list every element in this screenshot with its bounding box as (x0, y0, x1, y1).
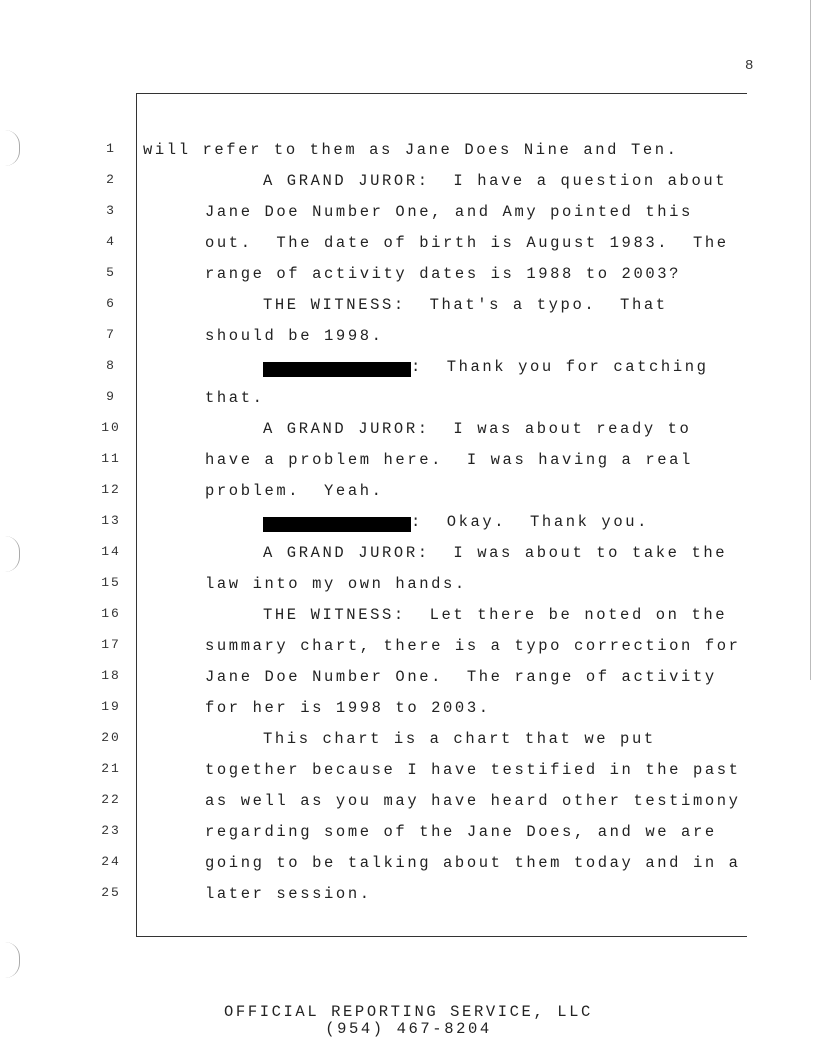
line-number: 2 (106, 172, 116, 187)
line-text: range of activity dates is 1988 to 2003? (205, 265, 682, 283)
line-text: have a problem here. I was having a real (205, 451, 693, 469)
line-text: THE WITNESS: That's a typo. That (263, 296, 668, 314)
line-text: will refer to them as Jane Does Nine and Ten. (143, 141, 679, 159)
punch-hole-mark (5, 942, 20, 978)
line-number: 11 (101, 451, 121, 466)
line-text: as well as you may have heard other testimony (205, 792, 741, 810)
transcript-line (0, 327, 817, 357)
transcript-line (0, 482, 817, 512)
line-text: A GRAND JUROR: I was about to take the (263, 544, 728, 562)
line-number: 16 (101, 606, 121, 621)
redaction-bar (263, 517, 411, 532)
transcript-line (0, 141, 817, 171)
line-number: 22 (101, 792, 121, 807)
transcript-line (0, 513, 817, 543)
transcript-line (0, 854, 817, 884)
line-number: 13 (101, 513, 121, 528)
line-text: regarding some of the Jane Does, and we are (205, 823, 717, 841)
line-text: later session. (205, 885, 372, 903)
line-number: 4 (106, 234, 116, 249)
transcript-line (0, 296, 817, 326)
line-number: 12 (101, 482, 121, 497)
line-text: Jane Doe Number One, and Amy pointed this (205, 203, 693, 221)
transcript-line (0, 358, 817, 388)
line-text: summary chart, there is a typo correction for (205, 637, 741, 655)
transcript-line (0, 606, 817, 636)
transcript-line (0, 203, 817, 233)
transcript-line (0, 699, 817, 729)
line-text: A GRAND JUROR: I have a question about (263, 172, 728, 190)
line-number: 7 (106, 327, 116, 342)
transcript-line (0, 637, 817, 667)
line-text: for her is 1998 to 2003. (205, 699, 491, 717)
line-number: 20 (101, 730, 121, 745)
line-number: 10 (101, 420, 121, 435)
transcript-line (0, 420, 817, 450)
transcript-line (0, 792, 817, 822)
line-number: 19 (101, 699, 121, 714)
margin-rule-bottom (136, 936, 747, 937)
line-text: law into my own hands. (205, 575, 467, 593)
line-text: : Thank you for catching (411, 358, 709, 376)
transcript-line (0, 234, 817, 264)
line-number: 25 (101, 885, 121, 900)
line-text: problem. Yeah. (205, 482, 384, 500)
transcript-line (0, 885, 817, 915)
transcript-line (0, 451, 817, 481)
margin-rule-top (136, 93, 747, 94)
transcript-line (0, 823, 817, 853)
transcript-line (0, 544, 817, 574)
page-number: 8 (745, 58, 754, 74)
transcript-line (0, 575, 817, 605)
line-number: 8 (106, 358, 116, 373)
transcript-line (0, 730, 817, 760)
line-number: 15 (101, 575, 121, 590)
transcript-line (0, 668, 817, 698)
redaction-bar (263, 362, 411, 377)
line-text: together because I have testified in the past (205, 761, 741, 779)
transcript-line (0, 172, 817, 202)
line-number: 1 (106, 141, 116, 156)
line-text: : Okay. Thank you. (411, 513, 650, 531)
line-number: 17 (101, 637, 121, 652)
line-text: This chart is a chart that we put (263, 730, 656, 748)
line-number: 23 (101, 823, 121, 838)
footer-company: OFFICIAL REPORTING SERVICE, LLC (224, 1003, 593, 1021)
footer-phone: (954) 467-8204 (325, 1020, 492, 1038)
line-number: 9 (106, 389, 116, 404)
line-text: out. The date of birth is August 1983. The (205, 234, 729, 252)
line-text: Jane Doe Number One. The range of activity (205, 668, 717, 686)
line-number: 6 (106, 296, 116, 311)
line-text: should be 1998. (205, 327, 384, 345)
line-text: going to be talking about them today and in a (205, 854, 741, 872)
line-text: A GRAND JUROR: I was about ready to (263, 420, 692, 438)
line-number: 5 (106, 265, 116, 280)
line-text: that. (205, 389, 265, 407)
transcript-line (0, 265, 817, 295)
transcript-line (0, 389, 817, 419)
line-number: 3 (106, 203, 116, 218)
line-number: 24 (101, 854, 121, 869)
line-text: THE WITNESS: Let there be noted on the (263, 606, 728, 624)
line-number: 14 (101, 544, 121, 559)
line-number: 21 (101, 761, 121, 776)
line-number: 18 (101, 668, 121, 683)
transcript-line (0, 761, 817, 791)
